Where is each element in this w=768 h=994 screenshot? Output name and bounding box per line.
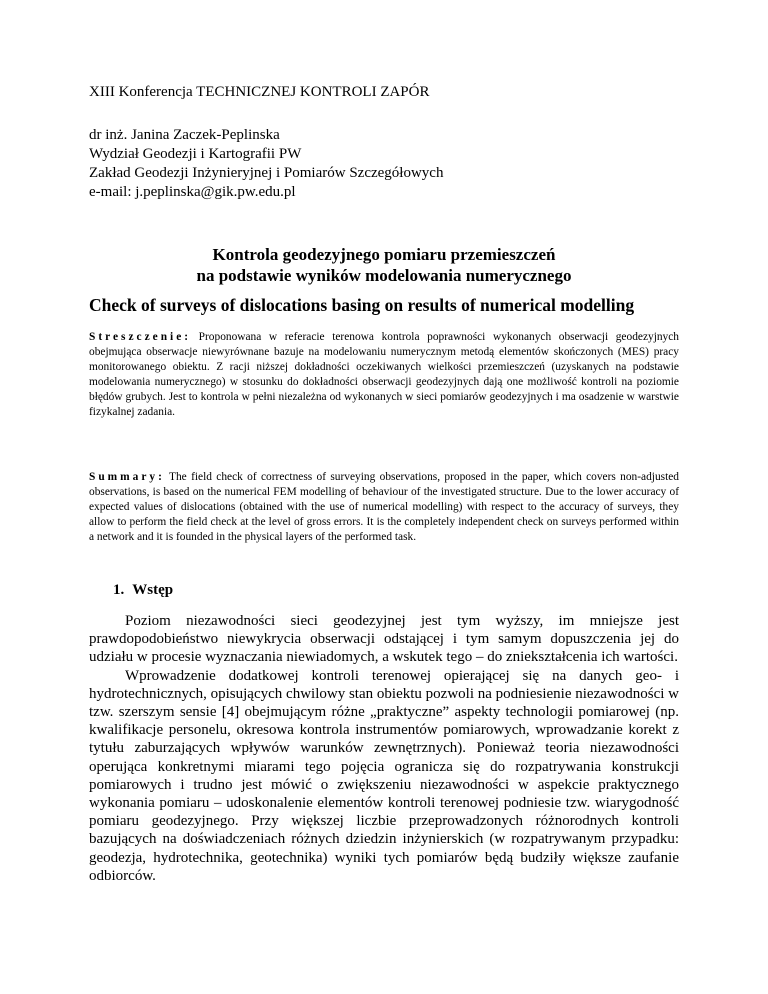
title-polish bbox=[89, 244, 679, 286]
section-heading bbox=[113, 582, 181, 599]
body-paragraph-2: Wprowadzenie dodatkowej kontroli terenowej opierającej się na danych geo- i hydrotechnicznych, opisujących chwilowy stan obiektu pozwoli na podniesienie niezawodności w tzw. szerszym sensie [4] obejmującym różne „praktyczne” aspekty technologii pomiarowej (np. kwalifikacje personelu, okresowa kontrola instrumentów pomiarowych, wprowadzanie korekt z tytułu zaburzających wpływów warunków zewnętrznych). Ponieważ teoria niezawodności operująca konkretnymi miarami tego pojęcia ogranicza się do rozpatrywania konstrukcji pomiarowych i trudno jest mówić o zwiększeniu niezawodności w aspekcie praktycznego wykonania pomiaru – udoskonalenie elementów kontroli terenowej podniesie tzw. wiarygodność pomiaru geodezyjnego. Przy większej liczbie przeprowadzonych różnorodnych kontroli bazujących na doświadczeniach różnych dziedzin inżynierskich (w rozpatrywanym przypadku: geodezja, hydrotechnika, geotechnika) wyniki tych pomiarów będą budziły większe zaufanie odbiorców. bbox=[89, 667, 679, 884]
abstract-english bbox=[89, 470, 679, 545]
conference-header: XIII Konferencja TECHNICZNEJ KONTROLI ZAPÓR bbox=[89, 84, 430, 100]
abstract-polish-label: Streszczenie: bbox=[89, 331, 192, 343]
title-english: Check of surveys of dislocations basing on results of numerical modelling bbox=[89, 295, 635, 315]
author-department: Zakład Geodezji Inżynieryjnej i Pomiarów Szczegółowych bbox=[89, 165, 444, 181]
section-body bbox=[89, 612, 679, 885]
abstract-polish-text: Proponowana w referacie terenowa kontrola poprawności wykonanych obserwacji geodezyjnych obejmująca obserwacje niewyrównane bazuje na modelowaniu numerycznym metodą elementów skończonych (MES) pracy monitorowanego obiektu. Z racji niższej dokładności oczekiwanych wielkości przemieszczeń (uzyskanych na podstawie modelowania numerycznego) w stosunku do dokładności obserwacji geodezyjnych dają one możliwość kontroli na poziomie błędów grubych. Jest to kontrola w pełni niezależna od wykonanych w sieci pomiarów geodezyjnych i ma osadzenie w warstwie fizykalnej zadania. bbox=[89, 331, 679, 418]
abstract-english-label: Summary: bbox=[89, 471, 165, 483]
abstract-polish bbox=[89, 330, 679, 420]
abstract-english-text: The field check of correctness of surveying observations, proposed in the paper, which covers non-adjusted observations, is based on the numerical FEM modelling of behaviour of the investigated structure. Due to the lower accuracy of expected values of dislocations (obtained with the use of numerical modelling) with respect to the accuracy of surveys, they allow to perform the field check at the level of gross errors. It is the completely independent check on surveys performed within a network and it is founded in the physical layers of the performed task. bbox=[89, 471, 679, 543]
section-number: 1. bbox=[113, 582, 125, 598]
author-block bbox=[89, 126, 443, 202]
section-title: Wstęp bbox=[132, 582, 174, 598]
author-name: dr inż. Janina Zaczek-Peplinska bbox=[89, 127, 280, 143]
title-polish-line1: Kontrola geodezyjnego pomiaru przemieszczeń bbox=[212, 245, 556, 264]
title-polish-line2: na podstawie wyników modelowania numerycznego bbox=[196, 266, 572, 285]
author-email: e-mail: j.peplinska@gik.pw.edu.pl bbox=[89, 184, 296, 200]
author-faculty: Wydział Geodezji i Kartografii PW bbox=[89, 146, 302, 162]
body-paragraph-1: Poziom niezawodności sieci geodezyjnej jest tym wyższy, im mniejsze jest prawdopodobieństwo niewykrycia obserwacji odstającej i tym samym dopuszczenia jej do udziału w procesie wyznaczania niewiadomych, a wskutek tego – do zniekształcenia ich wartości. bbox=[89, 613, 679, 666]
